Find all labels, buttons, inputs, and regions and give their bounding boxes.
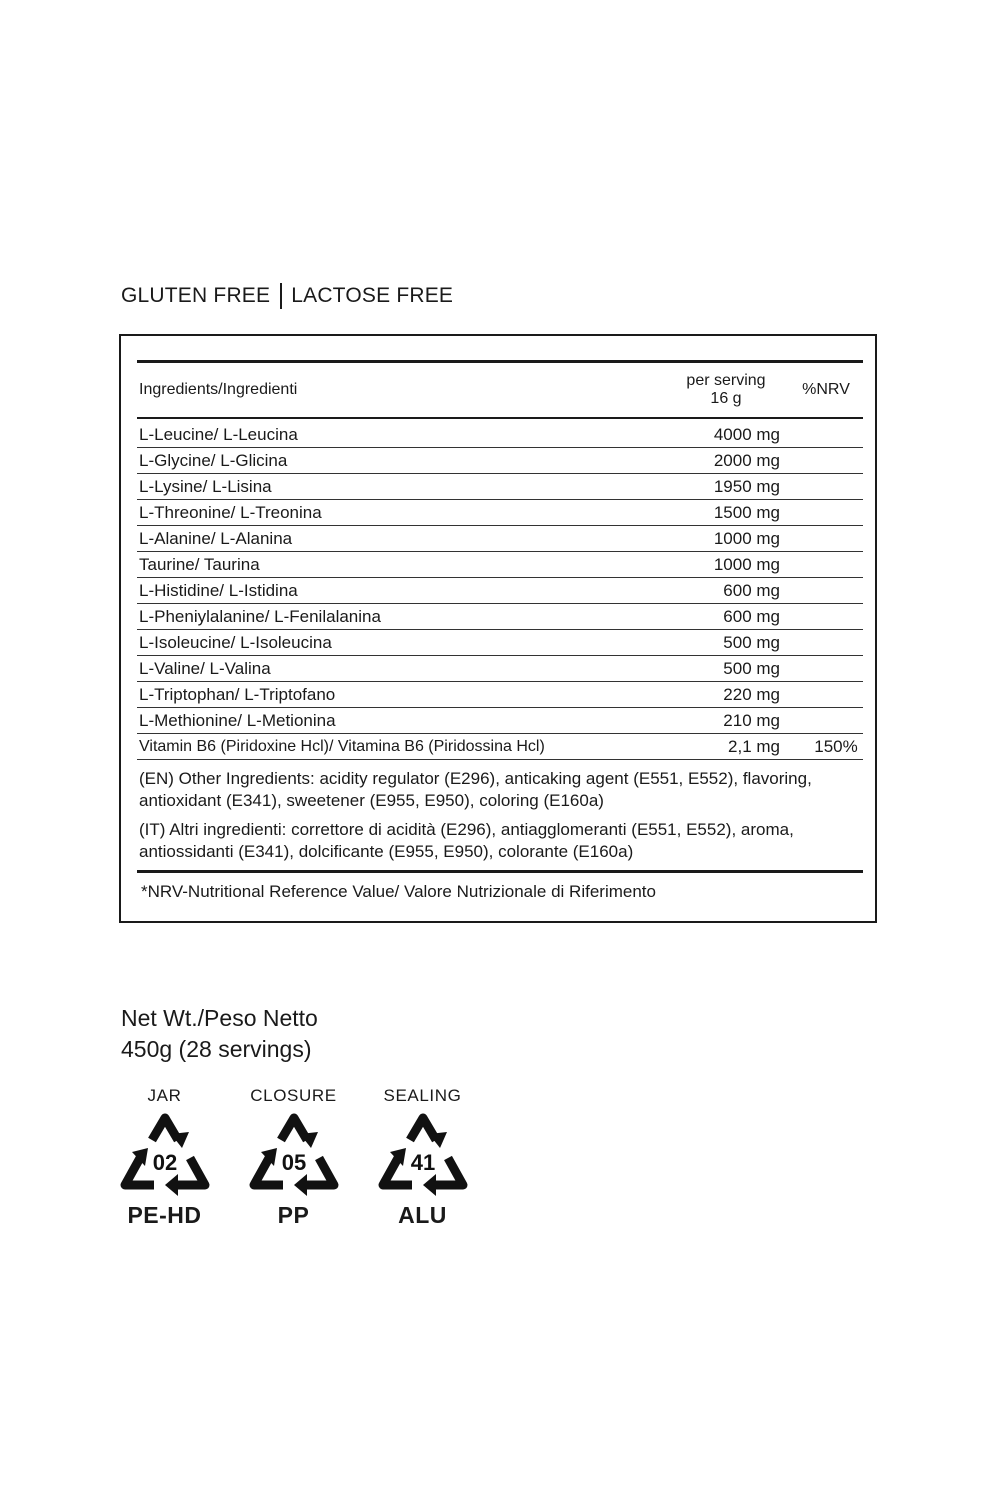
lactose-free-claim: LACTOSE FREE <box>291 284 454 307</box>
ingredient-name: Vitamin B6 (Piridoxine Hcl)/ Vitamina B6 (Piridossina Hcl) <box>139 737 545 755</box>
net-weight-label: Net Wt./Peso Netto <box>121 1005 318 1031</box>
table-row <box>137 630 863 656</box>
recycling-part-label: JAR <box>147 1086 182 1105</box>
recycling-code-number: 05 <box>281 1150 306 1175</box>
claims-divider <box>280 283 282 309</box>
recycle-triangle-icon <box>118 1112 212 1200</box>
ingredient-amount: 1500 mg <box>713 502 780 522</box>
ingredient-name: L-Valine/ L-Valina <box>139 658 271 678</box>
table-row <box>137 578 863 604</box>
recycling-code-number: 02 <box>152 1150 177 1175</box>
ingredient-amount: 1000 mg <box>713 528 780 548</box>
table-row <box>137 448 863 474</box>
ingredient-name: L-Threonine/ L-Treonina <box>139 502 322 522</box>
table-row <box>137 422 863 448</box>
ingredient-name: L-Alanine/ L-Alanina <box>139 528 293 548</box>
table-row <box>137 656 863 682</box>
header-serving <box>661 372 791 408</box>
recycling-part-label: SEALING <box>383 1086 462 1105</box>
ingredient-name: L-Methionine/ L-Metionina <box>139 710 336 730</box>
recycling-part-label: CLOSURE <box>250 1086 337 1105</box>
recycling-code-jar <box>117 1084 212 1229</box>
ingredient-amount: 500 mg <box>723 658 780 678</box>
ingredient-amount: 600 mg <box>723 606 780 626</box>
header-nrv: %NRV <box>802 380 850 398</box>
ingredient-name: L-Glycine/ L-Glicina <box>139 450 288 470</box>
recycle-triangle-icon <box>376 1112 470 1200</box>
table-row <box>137 526 863 552</box>
nutrition-table <box>137 360 863 902</box>
recycle-triangle-icon <box>247 1112 341 1200</box>
table-row <box>137 708 863 734</box>
ingredient-amount: 1000 mg <box>713 554 780 574</box>
nutrition-panel <box>119 334 877 923</box>
table-header <box>137 363 863 417</box>
other-ingredients-it: (IT) Altri ingredienti: correttore di acidità (E296), antiagglomeranti (E551, E552), aroma, antiossidanti (E341), dolcificante (E955, E950), colorante (E160a) <box>139 820 794 861</box>
header-bottom-rule <box>137 417 863 420</box>
recycling-material: PE-HD <box>127 1202 202 1228</box>
ingredient-name: Taurine/ Taurina <box>139 554 260 574</box>
ingredient-amount: 220 mg <box>723 684 780 704</box>
ingredient-amount: 2,1 mg <box>728 736 780 756</box>
recycling-codes <box>117 1084 504 1229</box>
header-ingredients: Ingredients/Ingredienti <box>139 380 298 398</box>
recycling-code-number: 41 <box>410 1150 435 1175</box>
ingredient-name: L-Isoleucine/ L-Isoleucina <box>139 632 332 652</box>
header-serving-size: 16 g <box>710 389 742 407</box>
ingredient-name: L-Pheniylalanine/ L-Fenilalanina <box>139 606 381 626</box>
product-claims <box>121 283 453 309</box>
ingredient-amount: 4000 mg <box>713 424 780 444</box>
ingredient-name: L-Histidine/ L-Istidina <box>139 580 298 600</box>
ingredient-rows <box>137 422 863 759</box>
table-row <box>137 552 863 578</box>
nrv-footnote: *NRV-Nutritional Reference Value/ Valore Nutrizionale di Riferimento <box>141 881 656 901</box>
recycling-material: ALU <box>398 1202 447 1228</box>
ingredient-amount: 600 mg <box>723 580 780 600</box>
gluten-free-claim: GLUTEN FREE <box>121 284 271 307</box>
ingredient-amount: 1950 mg <box>713 476 780 496</box>
table-row <box>137 734 863 759</box>
table-row <box>137 604 863 630</box>
table-row <box>137 682 863 708</box>
ingredient-name: L-Triptophan/ L-Triptofano <box>139 684 336 704</box>
other-ingredients <box>137 760 863 863</box>
recycling-code-closure <box>246 1084 341 1229</box>
net-weight-value: 450g (28 servings) <box>121 1036 312 1062</box>
ingredient-name: L-Lysine/ L-Lisina <box>139 476 272 496</box>
ingredient-name: L-Leucine/ L-Leucina <box>139 424 298 444</box>
ingredient-nrv: 150% <box>814 736 858 756</box>
recycling-material: PP <box>277 1202 310 1228</box>
recycling-code-sealing <box>375 1084 470 1229</box>
net-weight <box>121 1003 318 1065</box>
ingredient-amount: 2000 mg <box>713 450 780 470</box>
table-row <box>137 500 863 526</box>
table-row <box>137 474 863 500</box>
ingredient-amount: 210 mg <box>723 710 780 730</box>
ingredient-amount: 500 mg <box>723 632 780 652</box>
other-ingredients-en: (EN) Other Ingredients: acidity regulator (E296), anticaking agent (E551, E552), flavoring, antioxidant (E341), sweetener (E955, E950), coloring (E160a) <box>139 769 812 810</box>
header-serving-label: per serving <box>686 371 766 389</box>
